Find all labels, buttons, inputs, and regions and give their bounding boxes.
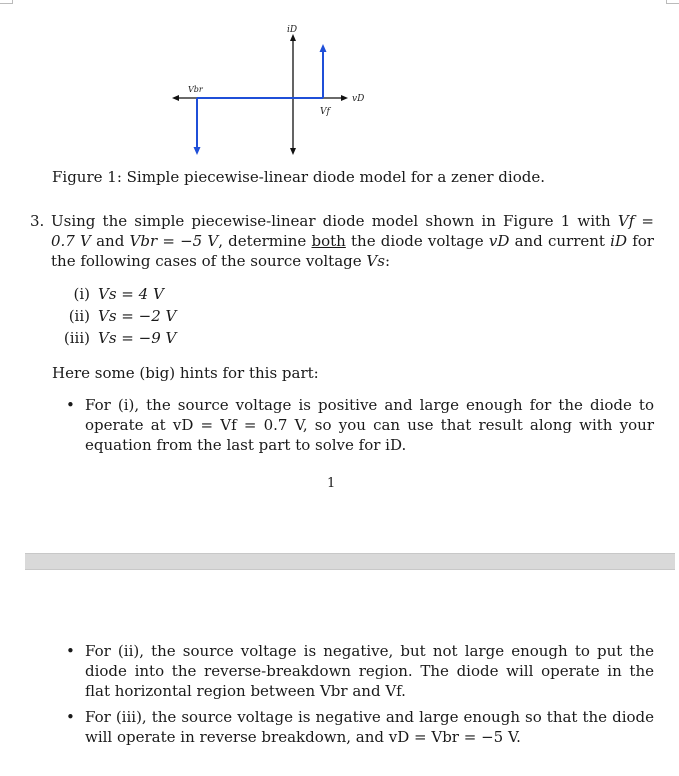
current-axis-arrow-down (290, 148, 296, 155)
question-text: : (384, 252, 391, 270)
label-vd: vD (352, 94, 365, 104)
case-label: (iii) (63, 329, 90, 347)
case-item (50, 305, 176, 327)
case-list (50, 283, 176, 349)
case-label: (i) (73, 285, 90, 303)
id-symbol: iD (610, 232, 627, 250)
question-text: for the following cases of the source voltage (51, 232, 654, 270)
question-text: and (96, 232, 125, 250)
vd-symbol: vD (488, 232, 510, 250)
hint-intro: Here some (big) hints for this part: (52, 364, 319, 382)
voltage-axis-arrow-left (172, 95, 179, 101)
page-corner-mark (666, 0, 679, 4)
case-label: (ii) (68, 307, 90, 325)
question-text: Using the simple piecewise-linear diode model shown in Figure 1 with (51, 212, 611, 230)
vbr-equation: Vbr = −5 V (129, 232, 219, 250)
hint-item: • For (i), the source voltage is positive and large enough for the diode to operate at vD = Vf = 0.7 V, so you can use that result along with your equation from the last part to solve for iD. (66, 395, 654, 455)
label-vf: Vf (320, 107, 330, 117)
question-number: 3. (30, 212, 45, 230)
question-text: the diode voltage (351, 232, 484, 250)
hint-item: • For (ii), the source voltage is negative, but not large enough to put the diode into the reverse-breakdown region. The diode will operate in the flat horizontal region between Vbr and Vf. (66, 641, 654, 701)
label-vbr: Vbr (188, 85, 203, 94)
question-text: and current (514, 232, 605, 250)
hint-item: • For (iii), the source voltage is negative and large enough so that the diode will operate in reverse breakdown, and vD = Vbr = −5 V. (66, 707, 654, 747)
vf-equation: Vf = 0.7 V (51, 212, 654, 250)
page-number: 1 (327, 476, 336, 491)
current-axis-arrow-up (290, 34, 296, 41)
case-expression: Vs = 4 V (98, 285, 164, 303)
case-expression: Vs = −9 V (98, 329, 177, 347)
page-corner-mark (0, 0, 13, 4)
question-text: , determine (218, 232, 307, 250)
hint-list-page-1 (66, 395, 654, 461)
forward-arrow (320, 44, 327, 52)
case-item (50, 327, 176, 349)
voltage-axis-arrow-right (341, 95, 348, 101)
page-2 (0, 570, 679, 776)
breakdown-arrow (194, 147, 201, 155)
page-separator (25, 553, 675, 570)
zener-iv-diagram (160, 22, 370, 162)
question-body (51, 211, 654, 271)
hint-list-page-2 (66, 641, 654, 753)
vs-symbol: Vs (366, 252, 385, 270)
figure-caption: Figure 1: Simple piecewise-linear diode model for a zener diode. (52, 168, 545, 186)
case-expression: Vs = −2 V (98, 307, 177, 325)
case-item (50, 283, 176, 305)
underlined-both: both (311, 232, 346, 250)
label-id: iD (287, 25, 298, 35)
question-3 (30, 211, 654, 271)
